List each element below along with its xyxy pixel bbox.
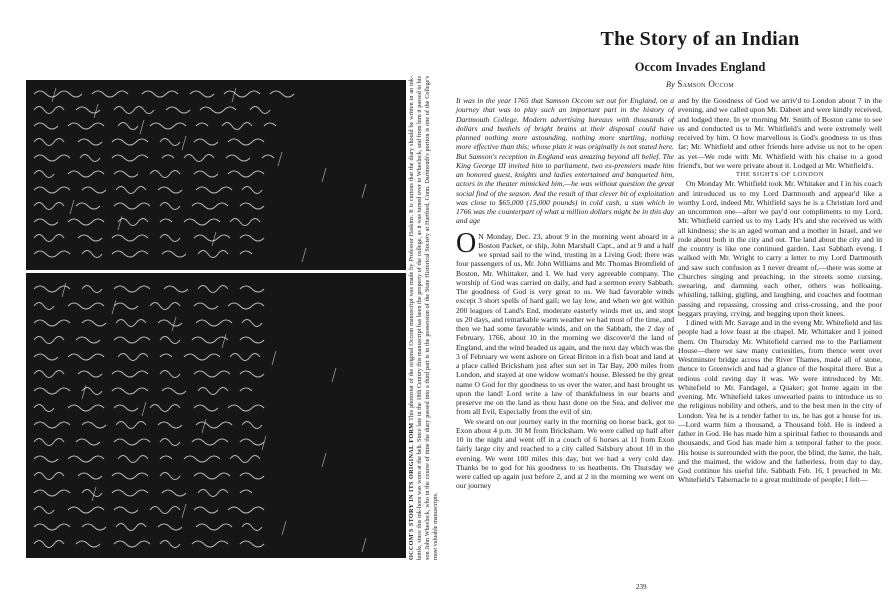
- article-title: The Story of an Indian: [600, 28, 800, 50]
- caption-title: OCCOM'S STORY IN ITS ORIGINAL FORM: [408, 422, 415, 560]
- paragraph-5: I dined with Mr. Savage and in the eveng Mr. Whitefield and his people had a love feast at the chapel. Mr. Whittaker and I joined them. On Thursday Mr. Whitefield carried me to the Parliament House—there we saw many curiosities, from thence went over Westminster bridge across the River Thames, made all of stone, thence to Greenwich and had a glance of the hospital there. But a tedious cold raving day it was. We were introduced by Mr. Whitefield to Mr. Fandagel, a Quaker; got home again in the evening. Mr. Whitefield takes unwearied pains to introduce us to the religious nobility and others, and to the best men in the city of London. Yea he is a tender father to us, he has got a house for us.—Lord warm him a thousand, a Thousand fold. He is indeed a father in God. He has made him a spiritual father to thousands and thousands, and God has made him a temporal father to the poor. His house is surrounded with the poor, the blind, the lame, the halt, and the maimed, the widow and the fatherless, from day to day, God continue his useful life. Sabbath Feb. 16, I preached in Mr. Whitefield's Tabernacle to a great multitude of people; I felt—: [678, 318, 882, 485]
- paragraph-2: We sward on our journey early in the morning on horse back, got to Exon about 4 p.m. 30 M from Bricksham. We were called up half after 10 in the night and went off in a couch of 6 horses at 11 from Exon fairly large city and reached to a city called Salsbury about 10 in the evening. We went 100 miles this day, but we had a very cold day. Thanks be to god for his goodness to us heathents. On Thursday we were called up again just before 2, and at 2 in the morning we went on our journey: [456, 416, 674, 491]
- handwriting-lower: [26, 273, 406, 558]
- intro-paragraph: It was in the year 1765 that Samson Occom set out for England, on a journey that was to play such an important part in the history of Dartmouth College. Modern advertising bureaus with thousands of dollars and bushels of bright brains at their disposal could have planned nothing more astounding, nothing more startling, nothing more effective than this; whose plan it was originally is not stated here. But Samson's reception in England was amazing beyond all belief. The King George III invited him to parliament, two ex-premiers made him an honored guest, knights and ladies entertained and banqueted him, actors in the theater mimicked him,—he was without question the great social find of the season. And the result of that clever bit of exploitation was close to $65,000 (15,000 pounds) in cold cash, a sum which in 1766 was the counterpart of what a million dollars might be in this day and age: [456, 96, 674, 226]
- manuscript-photostat: [26, 80, 406, 558]
- manuscript-page-upper: [26, 80, 406, 270]
- article-column-middle: [456, 96, 674, 491]
- manuscript-caption: [408, 76, 448, 560]
- caption-body: This photostat of the original Occom manuscript was made by Professor Haskins. It is curious that the diary should be written in an ink-bottle, since this ink-horn was worn at the belt. Since late in the 18th Century this manuscript has been the property of the college, as it was turned over to Wheelock, and from him it passed to his son John Wheelock, who in the course of time the diary passed into a third part is in the possession of the State Historical Society at Hartford, Conn. Dartmouth's portion is one of the College's most valuable manuscripts.: [408, 75, 439, 560]
- byline-prefix: By: [665, 80, 676, 89]
- paragraph-1: [456, 227, 674, 417]
- paragraph-3: and by the Goodness of God we arriv'd to London about 7 in the evening, and we called upon Mr. Dabeet and were kindly received, and lodged there. In ye morning Mr. Smith of Boston came to see us and conducted us to Mr. Whitfield's and were extremely well received by him. O how marvellous is God's goodness to us thus far; Mr. Whitfield and other friends here advise us not to be open as yet—We rode with Mr. Whitfield with his chaise to a good friend's, but we were private about it. Lodged at Mr. Whitfield's.: [678, 96, 882, 170]
- paragraph-4: On Monday Mr. Whitfield took Mr. Whitaker and I in his coach and introduced us to my Lord Dartmouth and appear'd like a worthy Lord, indeed Mr. Whitfield says he is a Christian lord and an uncommon one—after we pay'd our compliments to my Lord, Mr. Whitfield carried us to my Lady H's and she received us with all kindness; she is an aged woman and a mother in Israel, and we rode about both in the city and out. The land about the city and in the country is like one continued garden. Last Sabbath eveng. I walked with Mr. Wright to carry a letter to my Lord Dartmouth and saw such confusion as I never dreamt of,—there was some at Churches singing and preaching, in the streets some cursing, swearing, and damning each other, others was holloaing, whistling, talking, gigling, and laughing, and coaches and footman passing and repassing, crossing and criss-crossing, and the poor beggars praying, crying, and begging upon their knees.: [678, 179, 882, 318]
- author-name: Samson Occom: [677, 79, 735, 89]
- article-column-right: [678, 96, 882, 485]
- manuscript-page-lower: [26, 270, 406, 558]
- drop-cap: O: [456, 227, 477, 259]
- page-number: 239: [636, 583, 647, 591]
- section-heading: THE SIGHTS OF LONDON: [735, 171, 824, 178]
- paragraph-1-text: N Monday, Dec. 23, about 9 in the morning went aboard in a Boston Packet, or ship, John Marshall Capt., and at 9 and a half we spread sail to the wind, trusting in a Living God; there was four passengers of us, Mr. John Williams and Mr. Thomas Bromfield of Boston, Mr. Whittaker, and I. We had very agreeable company. The worship of God was carried on daily, and had a sermon every Sabbath. The goodness of God is very great to us. We had favorable winds except 3 short spells of hard gail; we lay low, and when we got within 200 leagues of Land's End, moderate easterly winds met us, and stopt us 20 days, and remarkable warm weather we had most of the time, and then we had some favorable winds, and on the Sabbath, the 2 day of February, 1766, about 10 in the morning we discover'd the land of England, and the wind headed us again, and the next day which was the 3 of February we went ashore on Great Briton in a fish boat and land at a place called Bricksham just after sun set in Tar Bay, 200 miles from London, and stayed at one widow woman's house. Blessed be thy great name O God for thy goodness to us over the water, and hast brought us upon the land! Lord write a law of thankfulness in our hearts and preserve me on the land as thou hast done on the Sea, and deliver me from all Evil, Especially from the evil of sin.: [456, 231, 674, 417]
- caption-text-block: [408, 76, 448, 560]
- byline: [520, 79, 880, 89]
- handwriting-upper: [26, 80, 406, 270]
- article-subtitle: Occom Invades England: [634, 60, 766, 74]
